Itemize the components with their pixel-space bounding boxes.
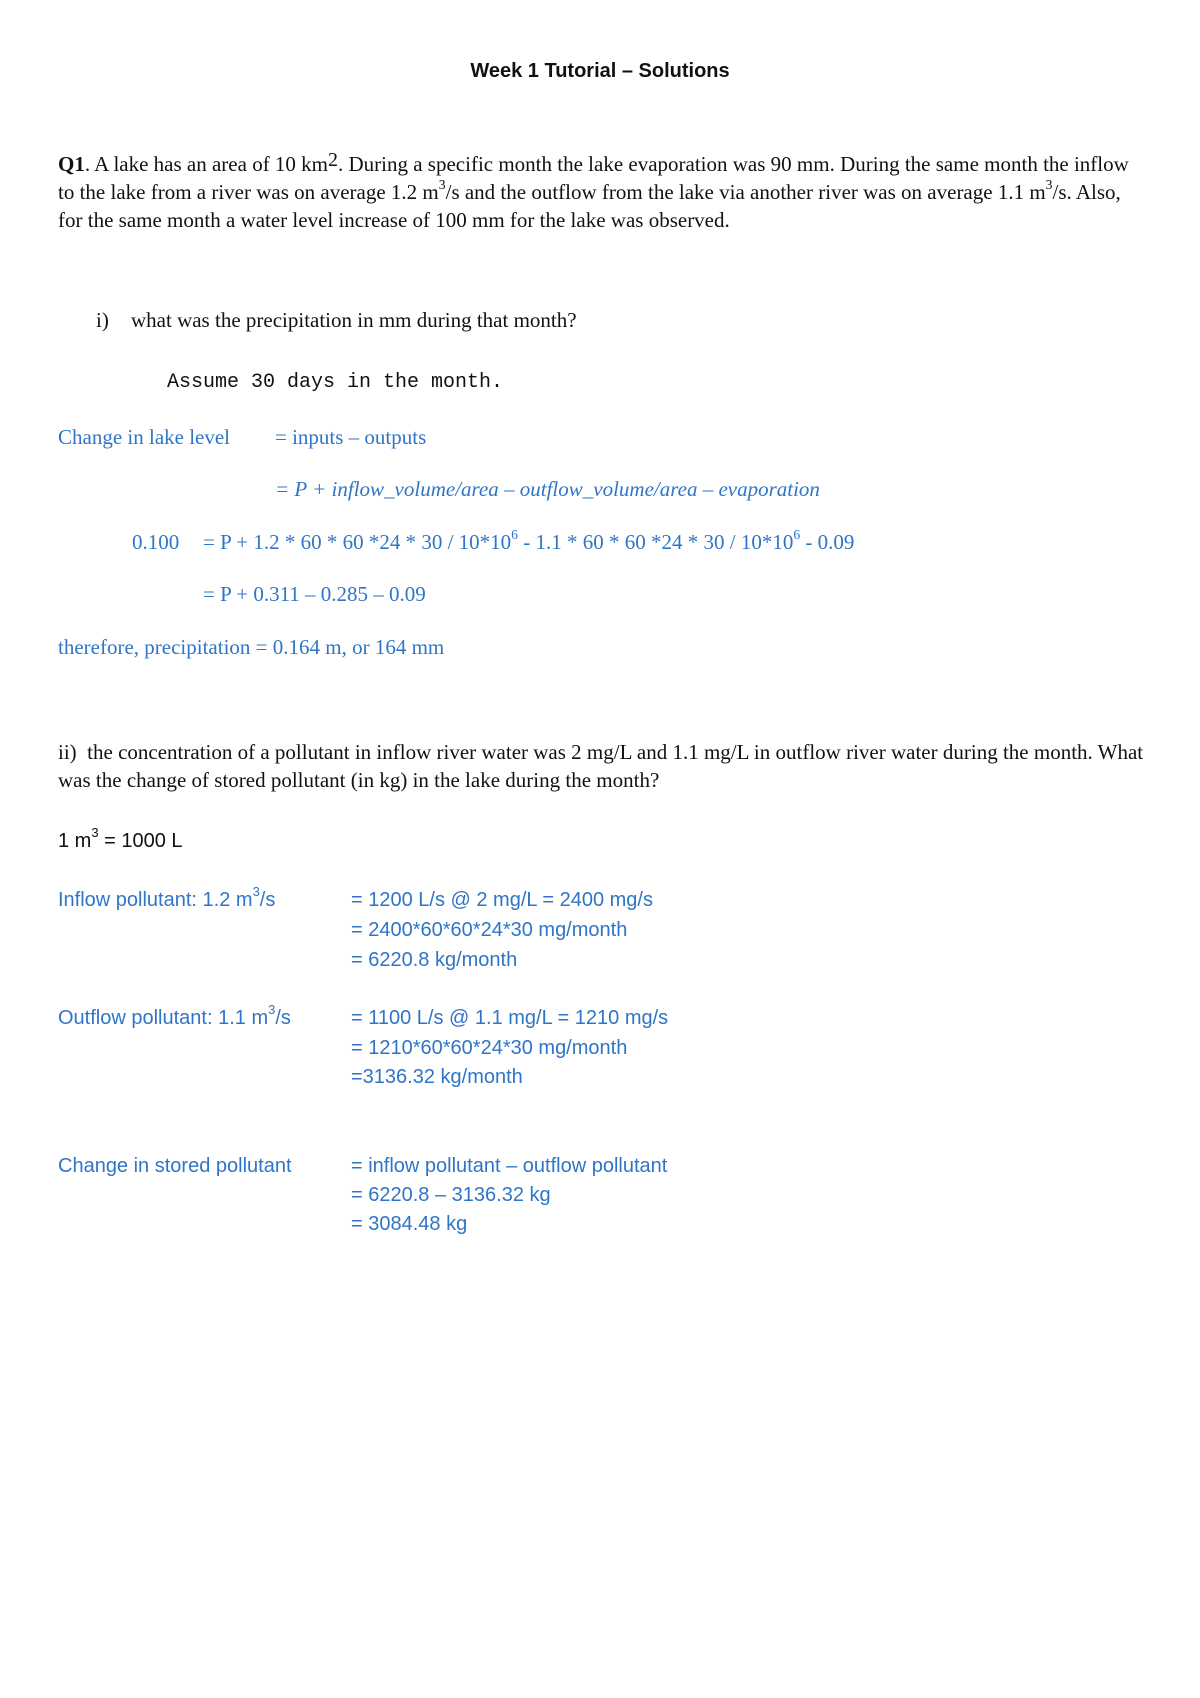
question-1-text: Q1. A lake has an area of 10 km2. During a specific month the lake evaporation was 90 mm. During the same month the inflow to the lake from a river was on average 1.2 $m^3/s$ and the outflow from the lake via another river was on average 1.1 $m^3/s$. Also, for the same month a water level increase of 100 mm for the lake was observed. [58,149,1129,232]
outflow-line-2: = 1210*60*60*24*30 mg/month [351,1037,628,1059]
inflow-line-2: = 2400*60*60*24*30 mg/month [351,919,628,941]
simplified-equation: = P + 0.311 – 0.285 – 0.09 [203,582,426,606]
assumption-text: Assume 30 days in the month. [167,371,504,394]
question-1-label: Q1 [58,152,85,176]
part-ii-question: ii) the concentration of a pollutant in inflow river water was 2 mg/L and 1.1 mg/L in outflow river water during the month. What was the change of stored pollutant (in kg) in the lake during the month? [58,740,1144,792]
level-change-value: 0.100 [132,530,180,554]
substituted-equation: = P + 1.2 * 60 * 60 $*24 * 30 / 10*10^6 - 1.1 * 60 * 60$ $*24 * 30 / 10*10^6 - 0.09$ [203,526,855,554]
lake-level-label: Change in lake level [58,425,231,449]
part-i-marker: i) [96,308,109,332]
lake-level-equation: = inputs – outputs [275,425,427,449]
change-line-3: = 3084.48 kg [351,1213,468,1235]
page-title: Week 1 Tutorial – Solutions [470,60,730,82]
outflow-pollutant-label: Outflow pollutant: 1.1 $m^3/s$ [58,1002,291,1029]
outflow-line-1: = 1100 L/s @ 1.1 mg/L = 1210 mg/s [351,1007,669,1029]
water-balance-equation: = P + inflow_volume/area – outflow_volume/area – evaporation [275,477,820,501]
precipitation-answer: therefore, precipitation = 0.164 m, or 164 mm [58,635,445,659]
unit-conversion: 1 $m^3 = 1000$ L [58,825,183,852]
change-line-2: = 6220.8 – 3136.32 kg [351,1184,551,1206]
change-line-1: = inflow pollutant – outflow pollutant [351,1155,668,1177]
part-ii-marker: ii) [58,740,77,764]
inflow-line-1: = 1200 L/s @ 2 mg/L = 2400 mg/s [351,889,653,911]
inflow-pollutant-label: Inflow pollutant: 1.2 $m^3/s$ [58,884,276,911]
inflow-line-3: = 6220.8 kg/month [351,949,518,971]
outflow-line-3: =3136.32 kg/month [351,1066,523,1088]
part-i-question: what was the precipitation in mm during that month? [131,308,577,332]
change-stored-label: Change in stored pollutant [58,1155,292,1177]
